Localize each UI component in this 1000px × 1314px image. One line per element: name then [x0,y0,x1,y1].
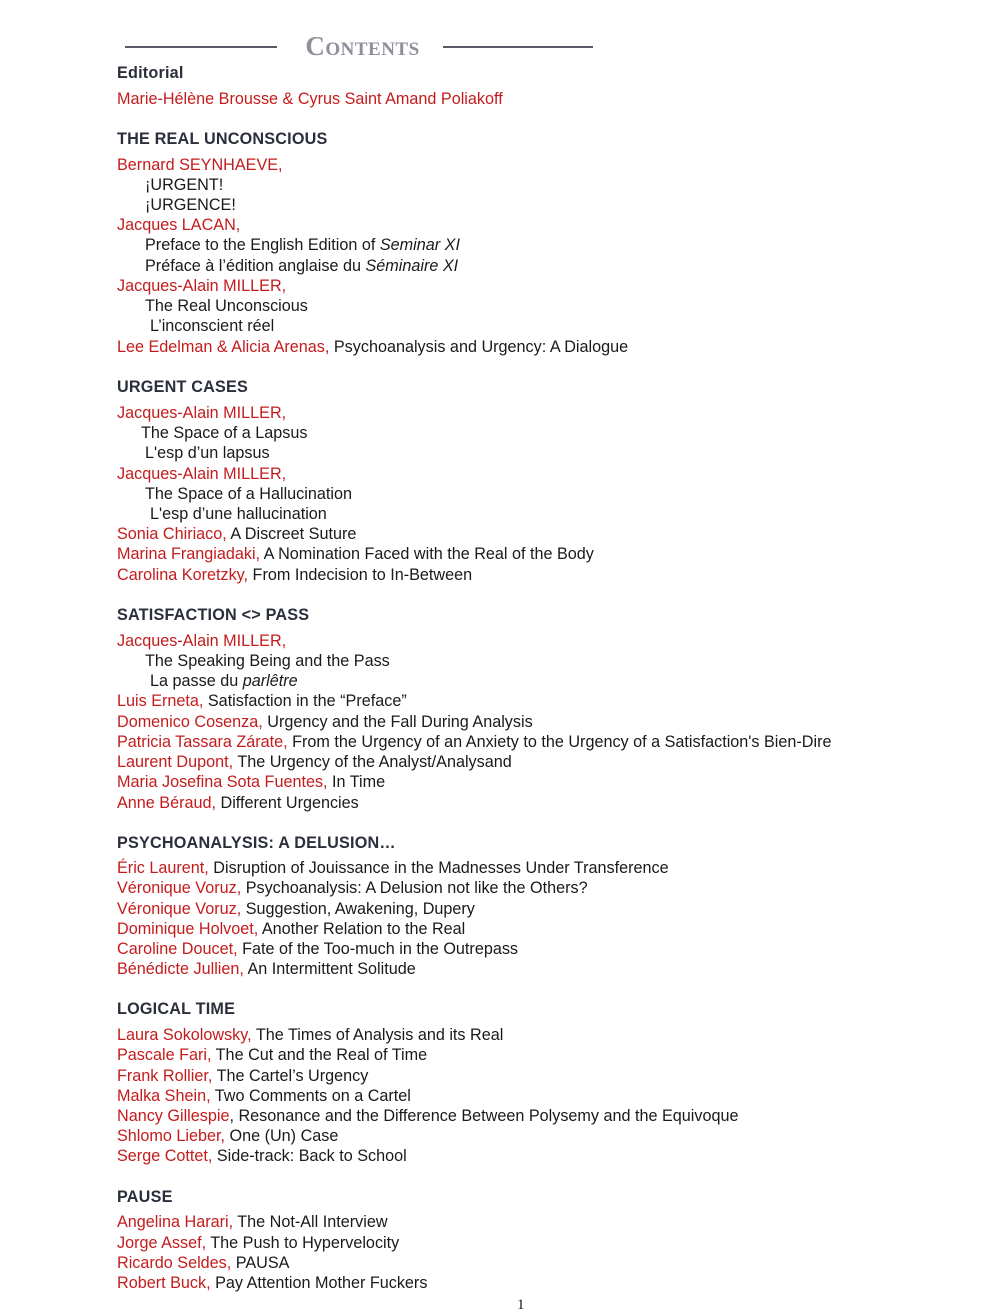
entry-title-italic: Seminar XI [379,236,460,254]
entry-author: Jacques-Alain MILLER, [117,277,287,295]
entry-title: , Resonance and the Difference Between Polysemy and the Equivoque [229,1107,739,1125]
entry-author: Sonia Chiriaco, [117,525,227,543]
entry-author: Ricardo Seldes, [117,1254,232,1272]
entry-author: Anne Béraud, [117,794,216,812]
entry-author: Jacques LACAN, [117,216,241,234]
entry-title: The Not-All Interview [233,1213,388,1231]
contents-title: Contents [305,31,420,61]
section-heading-logical-time: LOGICAL TIME [117,1000,236,1018]
entry-title: La passe du [150,672,243,690]
entry-author: Dominique Holvoet, [117,920,259,938]
entry-title: The Real Unconscious [145,297,308,315]
entry-title: An Intermittent Solitude [243,960,416,978]
toc-subentry[interactable] [145,235,460,255]
entry-author: Jacques-Alain MILLER, [117,404,287,422]
toc-entry[interactable] [117,793,359,813]
entry-author: Patricia Tassara Zárate, [117,733,288,751]
toc-entry[interactable] [117,732,831,752]
entry-title: The Space of a Lapsus [141,424,308,442]
entry-author: Marina Frangiadaki, [117,545,261,563]
toc-entry[interactable] [117,1126,338,1146]
toc-subentry[interactable] [145,195,236,215]
entry-title: Different Urgencies [216,794,359,812]
toc-subentry[interactable] [145,175,223,195]
entry-author: Robert Buck, [117,1274,211,1292]
entry-title: L'esp d’une hallucination [150,505,327,523]
entry-title: From Indecision to In-Between [248,566,473,584]
entry-title: Psychoanalysis: A Delusion not like the Others? [241,879,588,897]
entry-title: Another Relation to the Real [258,920,466,938]
entry-title: Préface à l’édition anglaise du [145,257,366,275]
toc-entry[interactable] [117,712,533,732]
toc-entry[interactable] [117,1233,399,1253]
entry-title: PAUSA [231,1254,290,1272]
toc-entry[interactable] [117,959,416,979]
entry-title: From the Urgency of an Anxiety to the Urgency of a Satisfaction's Bien-Dire [287,733,832,751]
toc-entry[interactable] [117,215,240,235]
entry-author: Luis Erneta, [117,692,204,710]
entry-author: Laura Sokolowsky, [117,1026,252,1044]
toc-entry[interactable] [117,752,512,772]
entry-title: One (Un) Case [225,1127,339,1145]
toc-subentry[interactable] [150,504,327,524]
toc-subentry[interactable] [141,423,307,443]
entry-title: Disruption of Jouissance in the Madnesses Under Transference [208,859,669,877]
toc-subentry[interactable] [145,443,270,463]
entry-title: A Discreet Suture [226,525,357,543]
page-number: 1 [517,1297,525,1313]
entry-title: Urgency and the Fall During Analysis [262,713,533,731]
entry-title-italic: parlêtre [242,672,298,690]
entry-title: ¡URGENCE! [145,196,236,214]
entry-author: Marie-Hélène Brousse & Cyrus Saint Amand Poliakoff [117,90,503,108]
entry-title: The Speaking Being and the Pass [145,652,390,670]
section-heading-pause: PAUSE [117,1188,173,1206]
entry-title: Pay Attention Mother Fuckers [210,1274,428,1292]
entry-author: Maria Josefina Sota Fuentes, [117,773,328,791]
entry-author: Shlomo Lieber, [117,1127,225,1145]
toc-entry[interactable] [117,631,286,651]
entry-author: Laurent Dupont, [117,753,234,771]
entry-title: The Urgency of the Analyst/Analysand [233,753,512,771]
entry-title: The Cut and the Real of Time [211,1046,428,1064]
entry-title-italic: Séminaire XI [365,257,459,275]
header-rule-left [125,46,277,48]
entry-author: Nancy Gillespie [117,1107,230,1125]
toc-entry[interactable] [117,1086,411,1106]
entry-author: Malka Shein, [117,1087,211,1105]
toc-entry[interactable] [117,403,286,423]
entry-title: Satisfaction in the “Preface” [203,692,407,710]
toc-entry[interactable] [117,858,669,878]
entry-author: Véronique Voruz, [117,900,242,918]
section-heading-editorial: Editorial [117,64,184,82]
toc-entry[interactable] [117,544,594,564]
toc-entry[interactable] [117,464,286,484]
entry-title: Side-track: Back to School [212,1147,407,1165]
section-heading-satisfaction-pass: SATISFACTION <> PASS [117,606,310,624]
toc-entry[interactable] [117,899,475,919]
entry-author: Jorge Assef, [117,1234,207,1252]
toc-entry[interactable] [117,772,385,792]
toc-entry[interactable] [117,524,356,544]
toc-subentry[interactable] [145,296,308,316]
entry-title: L'esp d’un lapsus [145,444,270,462]
entry-author: Véronique Voruz, [117,879,242,897]
toc-entry[interactable] [117,1253,289,1273]
entry-author: Carolina Koretzky, [117,566,249,584]
toc-entry[interactable] [117,691,407,711]
entry-title: In Time [327,773,386,791]
entry-author: Caroline Doucet, [117,940,238,958]
entry-title: Suggestion, Awakening, Dupery [241,900,475,918]
entry-author: Serge Cottet, [117,1147,213,1165]
toc-entry[interactable] [117,939,518,959]
toc-subentry[interactable] [145,651,390,671]
entry-author: Frank Rollier, [117,1067,213,1085]
toc-subentry[interactable] [150,671,298,691]
section-heading-delusion: PSYCHOANALYSIS: A DELUSION… [117,834,396,852]
toc-entry[interactable] [117,878,588,898]
entry-title: Preface to the English Edition of [145,236,380,254]
entry-title: ¡URGENT! [145,176,224,194]
entry-author: Domenico Cosenza, [117,713,263,731]
contents-header [125,30,595,62]
toc-entry[interactable] [117,155,283,175]
toc-entry[interactable] [117,276,286,296]
toc-entry[interactable] [117,919,465,939]
entry-title: The Times of Analysis and its Real [251,1026,504,1044]
entry-author: Jacques-Alain MILLER, [117,632,287,650]
entry-title: Two Comments on a Cartel [210,1087,411,1105]
entry-title: The Space of a Hallucination [145,485,352,503]
section-heading-real-unconscious: THE REAL UNCONSCIOUS [117,130,328,148]
entry-author: Lee Edelman & Alicia Arenas, [117,338,330,356]
toc-subentry[interactable] [145,484,352,504]
entry-author: Jacques-Alain MILLER, [117,465,287,483]
entry-author: Pascale Fari, [117,1046,212,1064]
entry-author: Bénédicte Jullien, [117,960,244,978]
toc-entry[interactable] [117,89,503,109]
toc-subentry[interactable] [150,316,274,336]
toc-entry[interactable] [117,1273,427,1293]
entry-author: Éric Laurent, [117,859,209,877]
toc-subentry[interactable] [145,256,458,276]
entry-title: Fate of the Too-much in the Outrepass [237,940,519,958]
toc-entry[interactable] [117,1106,739,1126]
toc-entry[interactable] [117,337,628,357]
entry-author: Angelina Harari, [117,1213,234,1231]
toc-entry[interactable] [117,1066,368,1086]
entry-title: The Push to Hypervelocity [206,1234,400,1252]
header-rule-right [443,46,593,48]
section-heading-urgent-cases: URGENT CASES [117,378,249,396]
toc-entry[interactable] [117,565,472,585]
toc-entry[interactable] [117,1045,427,1065]
toc-entry[interactable] [117,1212,388,1232]
entry-title: Psychoanalysis and Urgency: A Dialogue [329,338,629,356]
entry-author: Bernard SEYNHAEVE, [117,156,283,174]
toc-entry[interactable] [117,1146,407,1166]
entry-title: A Nomination Faced with the Real of the Body [260,545,594,563]
entry-title: The Cartel’s Urgency [212,1067,369,1085]
entry-title: L’inconscient réel [150,317,275,335]
toc-entry[interactable] [117,1025,503,1045]
